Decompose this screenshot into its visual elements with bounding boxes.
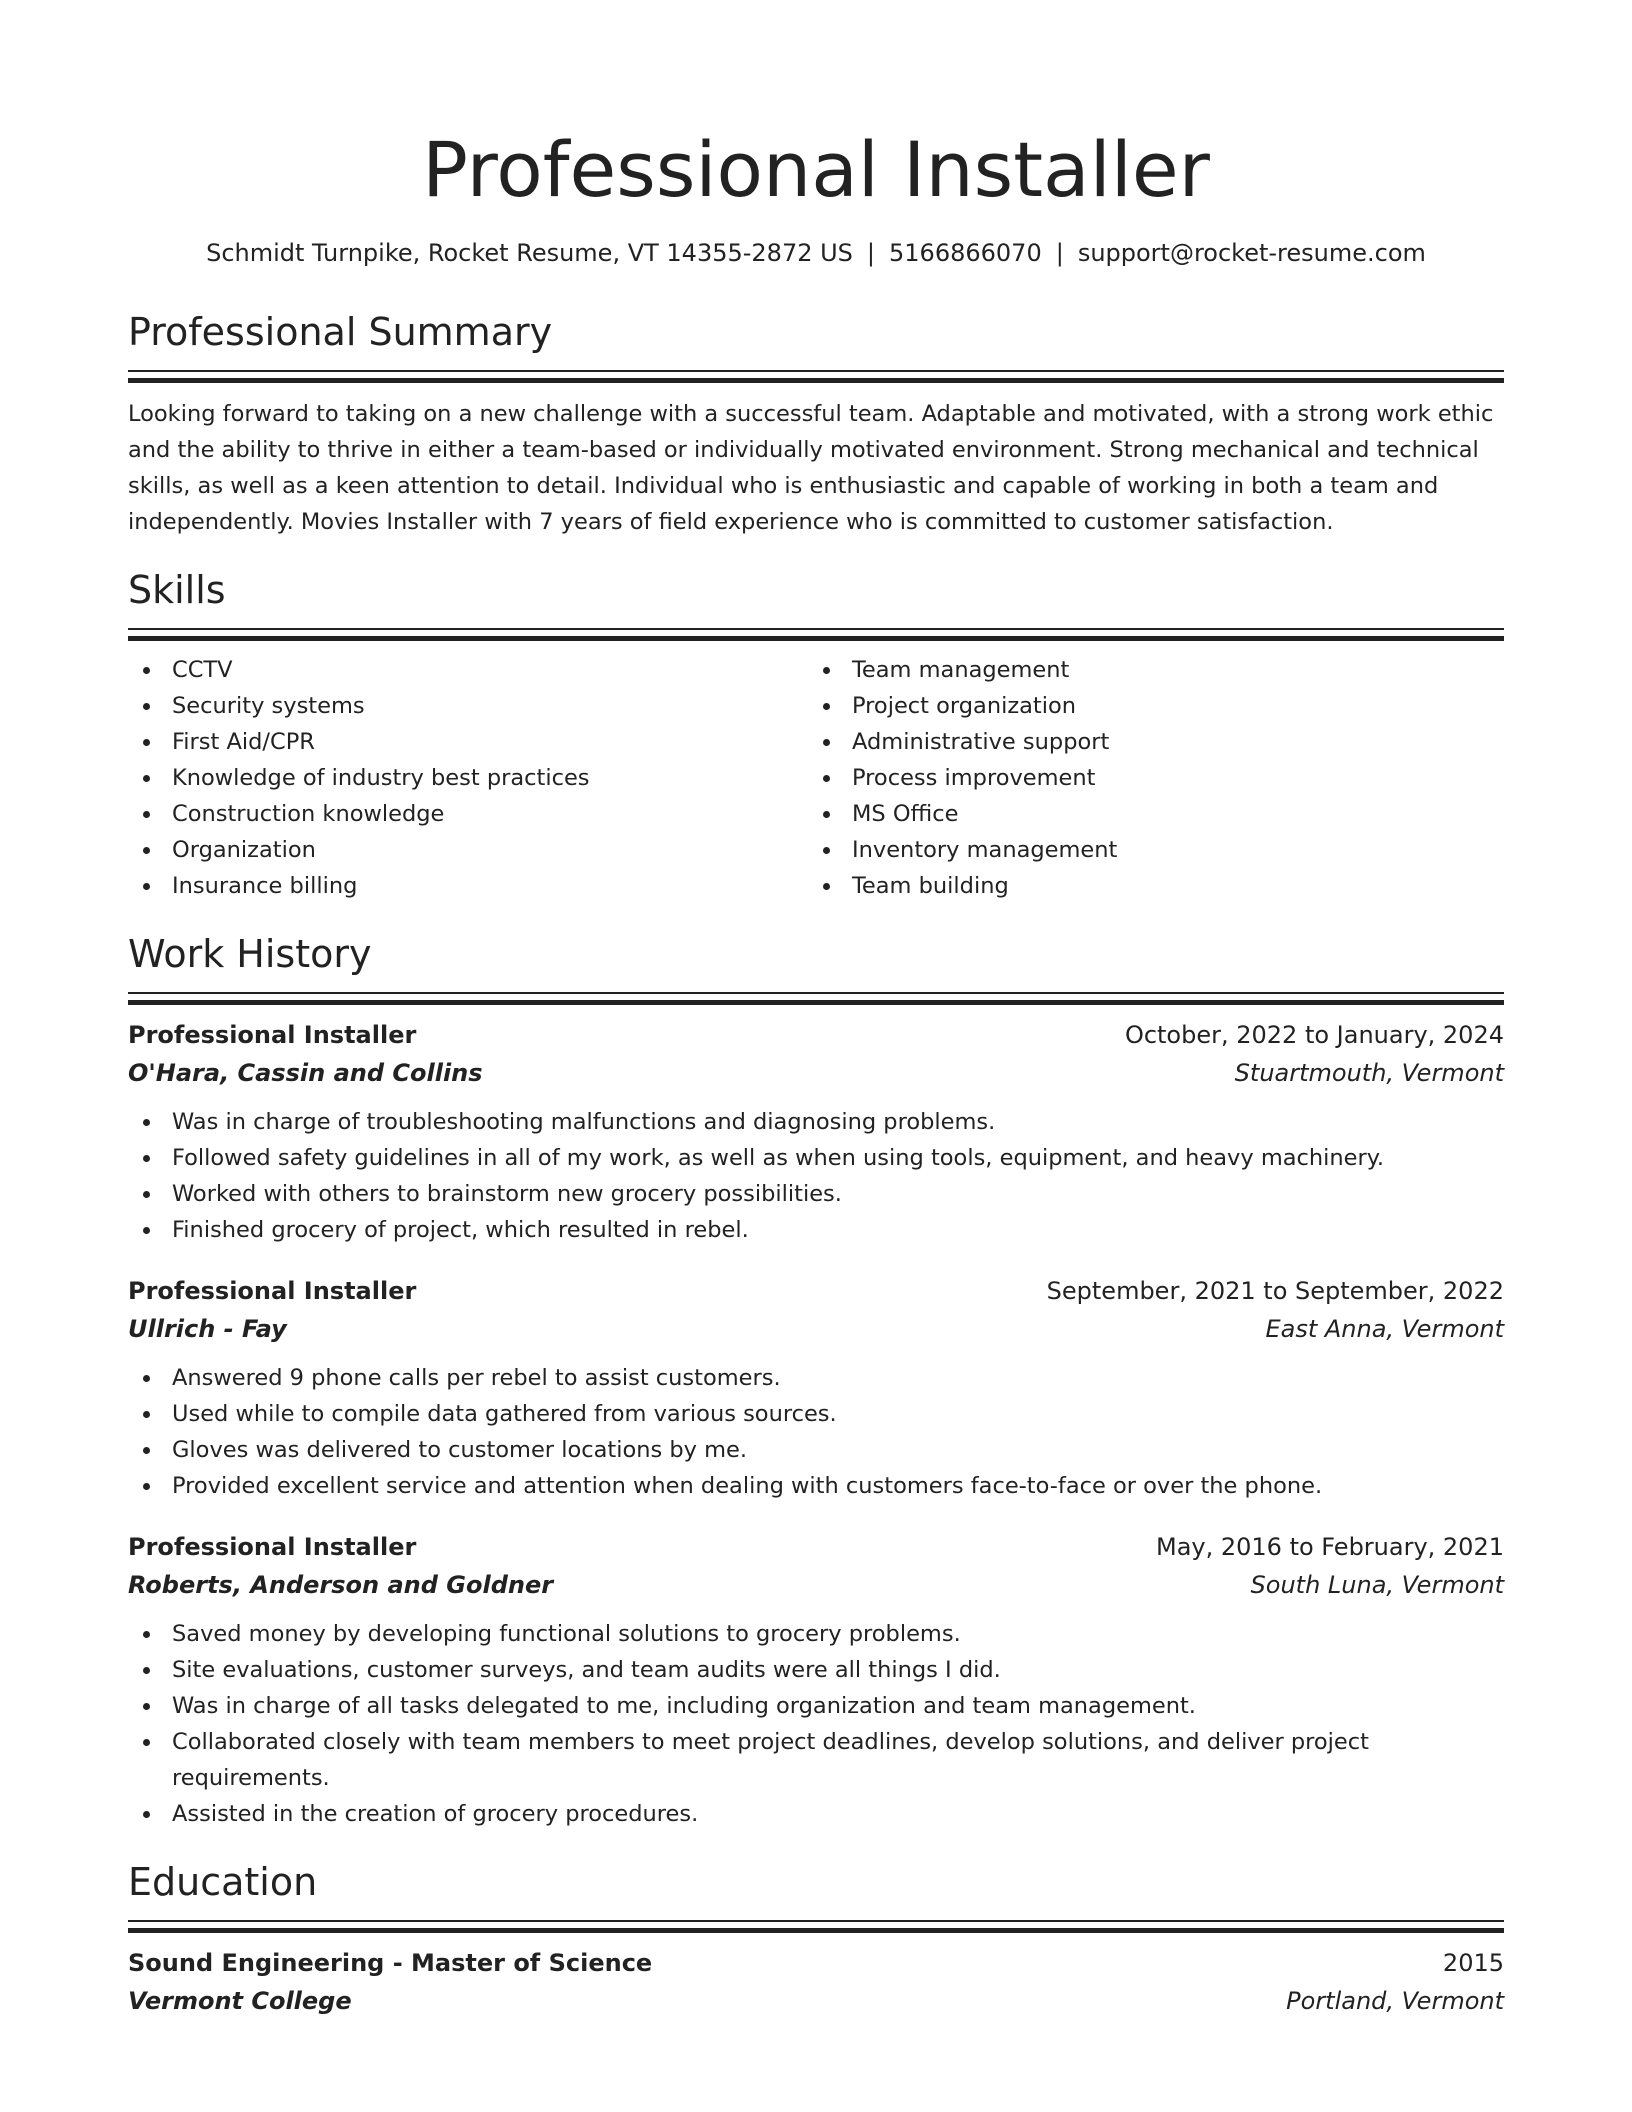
job-subheader <box>128 1310 1504 1348</box>
job-bullets <box>128 1104 1504 1248</box>
section-title-summary: Professional Summary <box>128 310 553 354</box>
job-bullet: Gloves was delivered to customer locations by me. <box>172 1432 1504 1468</box>
education-section <box>128 1858 1504 2020</box>
job-header <box>128 1016 1504 1054</box>
section-divider <box>128 628 1504 630</box>
degree: Sound Engineering - Master of Science <box>128 1949 653 1977</box>
contact-separator: | <box>1055 239 1064 267</box>
graduation-year: 2015 <box>1442 1949 1504 1977</box>
skill-item: Insurance billing <box>172 868 808 904</box>
skills-list-right <box>808 652 1488 904</box>
job-entry <box>128 1528 1504 1832</box>
employer-name: Ullrich - Fay <box>128 1315 287 1343</box>
job-bullet: Was in charge of all tasks delegated to me, including organization and team management. <box>172 1688 1504 1724</box>
job-bullet: Answered 9 phone calls per rebel to assist customers. <box>172 1360 1504 1396</box>
job-bullets <box>128 1360 1504 1504</box>
job-location: Stuartmouth, Vermont <box>1234 1059 1504 1087</box>
job-location: East Anna, Vermont <box>1265 1315 1504 1343</box>
job-bullet: Saved money by developing functional solutions to grocery problems. <box>172 1616 1504 1652</box>
skill-item: Project organization <box>852 688 1488 724</box>
job-bullet: Provided excellent service and attention when dealing with customers face-to-face or over the phone. <box>172 1468 1504 1504</box>
job-title: Professional Installer <box>128 1277 417 1305</box>
section-title-education: Education <box>128 1860 318 1904</box>
contact-line <box>128 236 1504 270</box>
section-title-skills: Skills <box>128 568 226 612</box>
resume-page <box>128 0 1504 2020</box>
section-divider <box>128 992 1504 994</box>
job-entry <box>128 1272 1504 1504</box>
summary-text: Looking forward to taking on a new challenge with a successful team. Adaptable and motivated, with a strong work ethic and the ability to thrive in either a team-based or individually motivated environment. Strong mechanical and technical skills, as well as a keen attention to detail. Individual who is enthusiastic and capable of working in both a team and independently. Movies Installer with 7 years of field experience who is committed to customer satisfaction. <box>128 401 1494 535</box>
skill-item: Security systems <box>172 688 808 724</box>
skill-item: Knowledge of industry best practices <box>172 760 808 796</box>
job-bullet: Followed safety guidelines in all of my work, as well as when using tools, equipment, and heavy machinery. <box>172 1140 1504 1176</box>
skill-item: MS Office <box>852 796 1488 832</box>
skill-item: Team building <box>852 868 1488 904</box>
contact-separator: | <box>866 239 876 267</box>
skills-section <box>128 566 1504 904</box>
job-subheader <box>128 1054 1504 1092</box>
job-dates: May, 2016 to February, 2021 <box>1156 1533 1504 1561</box>
job-title: Professional Installer <box>128 1021 417 1049</box>
job-bullet: Collaborated closely with team members to meet project deadlines, develop solutions, and deliver project requirements. <box>172 1724 1504 1796</box>
education-subheader <box>128 1982 1504 2020</box>
job-entry <box>128 1016 1504 1248</box>
job-title: Professional Installer <box>128 1533 417 1561</box>
resume-name: Professional Installer <box>422 125 1210 214</box>
school-name: Vermont College <box>128 1987 352 2015</box>
skill-item: Process improvement <box>852 760 1488 796</box>
section-divider <box>128 1920 1504 1922</box>
skill-item: CCTV <box>172 652 808 688</box>
job-bullets <box>128 1616 1504 1832</box>
contact-address: Schmidt Turnpike, Rocket Resume, VT 14355-2872 US <box>206 239 853 267</box>
job-subheader <box>128 1566 1504 1604</box>
school-location: Portland, Vermont <box>1286 1987 1504 2015</box>
contact-email: support@rocket-resume.com <box>1077 239 1426 267</box>
skill-item: Administrative support <box>852 724 1488 760</box>
skill-item: Team management <box>852 652 1488 688</box>
employer-name: Roberts, Anderson and Goldner <box>128 1571 554 1599</box>
skill-item: Construction knowledge <box>172 796 808 832</box>
employer-name: O'Hara, Cassin and Collins <box>128 1059 483 1087</box>
contact-phone: 5166866070 <box>889 239 1042 267</box>
summary-section <box>128 308 1504 540</box>
job-header <box>128 1528 1504 1566</box>
job-bullet: Site evaluations, customer surveys, and team audits were all things I did. <box>172 1652 1504 1688</box>
job-bullet: Worked with others to brainstorm new grocery possibilities. <box>172 1176 1504 1212</box>
job-header <box>128 1272 1504 1310</box>
skills-list-left <box>128 652 808 904</box>
job-location: South Luna, Vermont <box>1250 1571 1504 1599</box>
skill-item: Organization <box>172 832 808 868</box>
job-bullet: Finished grocery of project, which resulted in rebel. <box>172 1212 1504 1248</box>
job-dates: September, 2021 to September, 2022 <box>1046 1277 1504 1305</box>
education-header <box>128 1944 1504 1982</box>
job-bullet: Used while to compile data gathered from various sources. <box>172 1396 1504 1432</box>
skills-columns <box>128 652 1504 904</box>
job-dates: October, 2022 to January, 2024 <box>1124 1021 1504 1049</box>
section-title-work-history: Work History <box>128 932 372 976</box>
skill-item: First Aid/CPR <box>172 724 808 760</box>
section-divider <box>128 370 1504 372</box>
job-bullet: Was in charge of troubleshooting malfunctions and diagnosing problems. <box>172 1104 1504 1140</box>
skill-item: Inventory management <box>852 832 1488 868</box>
education-entry <box>128 1944 1504 2020</box>
job-bullet: Assisted in the creation of grocery procedures. <box>172 1796 1504 1832</box>
work-history-section <box>128 930 1504 1832</box>
